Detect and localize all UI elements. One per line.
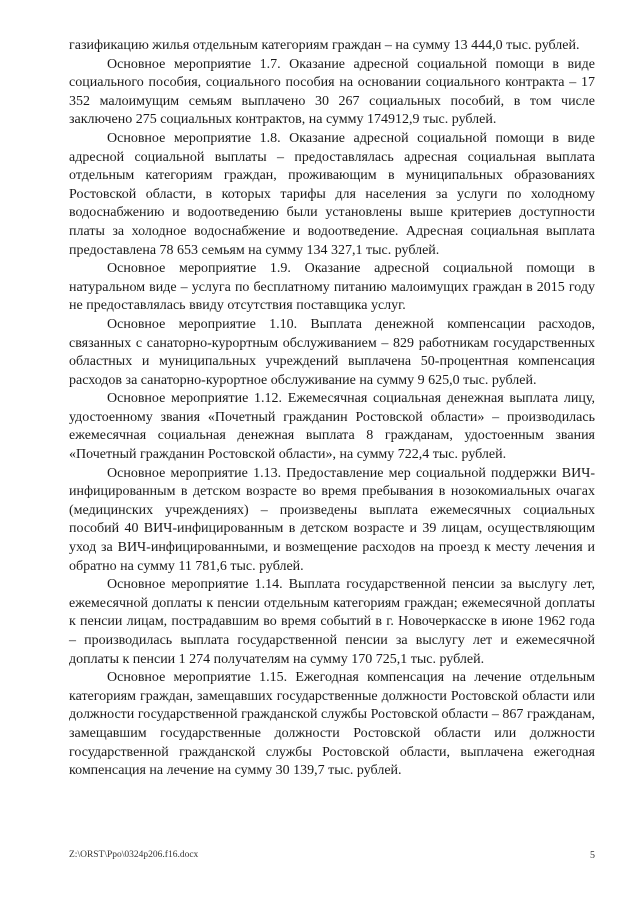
paragraph-activity-1-7: Основное мероприятие 1.7. Оказание адресной социальной помощи в виде социального пособия, социального пособия на основании социального контракта – 17 352 малоимущим семьям выплачено 30 267 социальных пособий, в том числе заключено 275 социальных контрактов, на сумму 174912,9 тыс. рублей. bbox=[69, 56, 595, 128]
paragraph-activity-1-9: Основное мероприятие 1.9. Оказание адресной социальной помощи в натуральном виде – услуга по бесплатному питанию малоимущих граждан в 2015 году не предоставлялась ввиду отсутствия поставщика услуг. bbox=[69, 261, 595, 314]
page-number: 5 bbox=[590, 850, 595, 861]
paragraph-activity-1-14: Основное мероприятие 1.14. Выплата государственной пенсии за выслугу лет, ежемесячной доплаты к пенсии отдельным категориям граждан; ежемесячной доплаты к пенсии лицам, пострадавшим во время событий в г. Новочеркасске в июне 1962 года – производилась выплата государственной пенсии за выслугу лет и ежемесячной доплаты к пенсии 1 274 получателям на сумму 170 725,1 тыс. рублей. bbox=[69, 577, 595, 667]
paragraph-continuation: газификацию жилья отдельным категориям граждан – на сумму 13 444,0 тыс. рублей. bbox=[69, 38, 580, 53]
paragraph-activity-1-8: Основное мероприятие 1.8. Оказание адресной социальной помощи в виде адресной социальной выплаты – предоставлялась адресная социальная выплата отдельным категориям граждан, проживающим в муниципальных образованиях Ростовской области, в которых тарифы для населения за услуги по холодному водоснабжению и водоотведению были установлены выше критериев доступности платы за холодное водоснабжение и водоотведение. Адресная социальная выплата предоставлена 78 653 семьям на сумму 134 327,1 тыс. рублей. bbox=[69, 130, 595, 258]
paragraph-activity-1-13: Основное мероприятие 1.13. Предоставление мер социальной поддержки ВИЧ-инфицированным в детском возрасте во время пребывания в нозокомиальных очагах (медицинских учреждениях) – произведены выплата ежемесячных социальных пособий 40 ВИЧ-инфицированным в детском возрасте и 39 лицам, осуществляющим уход за ВИЧ-инфицированными, и возмещение расходов на проезд к месту лечения и обратно на сумму 11 781,6 тыс. рублей. bbox=[69, 465, 595, 574]
paragraph-activity-1-15: Основное мероприятие 1.15. Ежегодная компенсация на лечение отдельным категориям граждан, замещавших государственные должности Ростовской области или должности государственной гражданской службы Ростовской области – 867 гражданам, замещавшим государственные должности Ростовской области или должности государственной гражданской службы Ростовской области, выплачена ежегодная компенсация на лечение на сумму 30 139,7 тыс. рублей. bbox=[69, 670, 595, 779]
document-body bbox=[69, 37, 595, 781]
paragraph-activity-1-12: Основное мероприятие 1.12. Ежемесячная социальная денежная выплата лицу, удостоенному звания «Почетный гражданин Ростовской области» – производилась ежемесячная социальная денежная выплата 8 гражданам, удостоенным звания «Почетный гражданин Ростовской области», на сумму 722,4 тыс. рублей. bbox=[69, 391, 595, 463]
footer-file-path: Z:\ORST\Ppo\0324p206.f16.docx bbox=[69, 850, 199, 860]
paragraph-activity-1-10: Основное мероприятие 1.10. Выплата денежной компенсации расходов, связанных с санаторно-курортным обслуживанием – 829 работникам государственных областных и муниципальных учреждений выплачена 50-процентная компенсация расходов за санаторно-курортное обслуживание на сумму 9 625,0 тыс. рублей. bbox=[69, 316, 595, 388]
